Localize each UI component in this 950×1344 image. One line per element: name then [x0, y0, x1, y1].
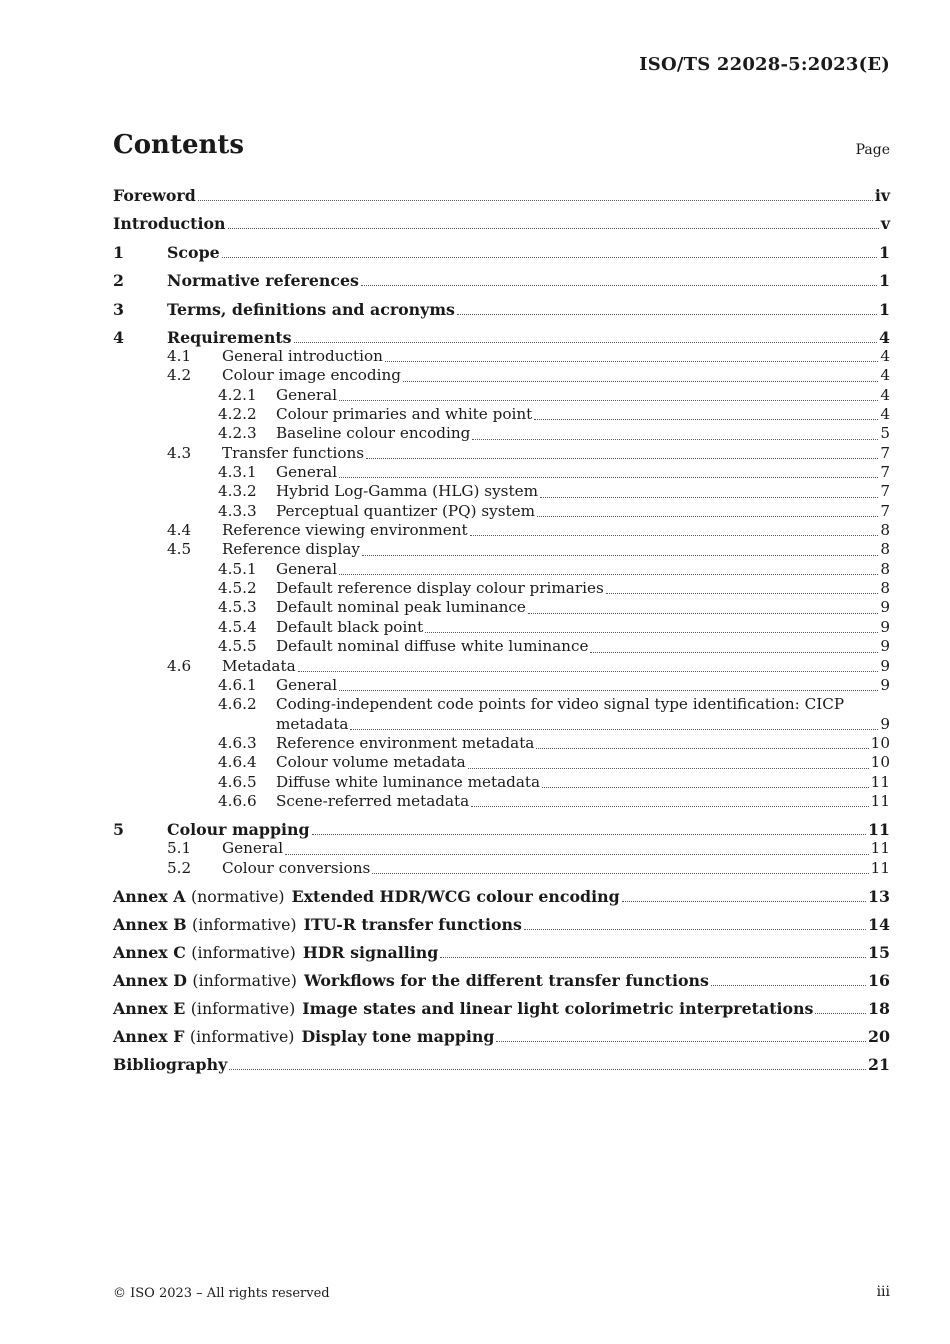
toc-page: 4 — [880, 347, 890, 365]
document-id: ISO/TS 22028-5:2023(E) — [639, 54, 890, 75]
toc-title: Metadata — [222, 656, 296, 675]
toc-title: ITU-R transfer functions — [303, 914, 522, 934]
toc-title: HDR signalling — [302, 942, 439, 962]
toc-title: Coding-independent code points for video signal type identification: CICP — [276, 695, 845, 714]
toc-title: Default nominal diffuse white luminance — [276, 637, 589, 656]
toc-page: 15 — [868, 942, 890, 962]
dot-leader — [524, 929, 866, 930]
dot-leader — [590, 652, 878, 653]
toc-number: 4.2.3 — [218, 424, 257, 443]
table-of-contents — [113, 184, 890, 1074]
dot-leader — [470, 535, 879, 536]
toc-page: 7 — [880, 463, 890, 482]
toc-page: 11 — [870, 858, 890, 877]
toc-entry-4-4[interactable] — [113, 521, 890, 540]
dot-leader — [540, 497, 878, 498]
toc-page: 4 — [879, 328, 890, 347]
toc-title: General — [276, 675, 338, 694]
toc-page: 11 — [870, 772, 890, 791]
copyright-notice: © ISO 2023 – All rights reserved — [113, 1286, 330, 1301]
annex-label: Annex E — [113, 998, 186, 1018]
toc-entry-4-6-5[interactable] — [113, 773, 890, 792]
annex-label: Annex C — [113, 942, 186, 962]
toc-title: Baseline colour encoding — [276, 424, 471, 443]
toc-entry-4-3[interactable] — [113, 444, 890, 463]
dot-leader — [468, 768, 869, 769]
toc-page: 8 — [880, 579, 890, 598]
toc-page: 11 — [870, 839, 890, 858]
toc-page: v — [880, 214, 890, 233]
toc-number: 4.5.2 — [218, 579, 257, 598]
dot-leader — [350, 729, 878, 730]
toc-page: 7 — [880, 482, 890, 501]
toc-page: 7 — [880, 501, 890, 520]
toc-number: 4.3 — [167, 443, 192, 462]
toc-page: 9 — [880, 637, 890, 656]
toc-number: 4.2 — [167, 366, 192, 385]
page-column-label: Page — [855, 142, 890, 158]
toc-entry-4-5-2[interactable] — [113, 579, 890, 598]
dot-leader — [198, 200, 873, 201]
toc-title: Introduction — [113, 214, 226, 233]
annex-kind: (informative) — [192, 970, 297, 990]
toc-title: Reference viewing environment — [222, 521, 468, 540]
dot-leader — [440, 957, 866, 958]
toc-entry-annex-c[interactable] — [113, 943, 890, 962]
toc-title: Terms, definitions and acronyms — [167, 300, 455, 319]
dot-leader — [339, 690, 878, 691]
dot-leader — [339, 477, 878, 478]
dot-leader — [536, 748, 868, 749]
toc-number: 4.3.1 — [218, 463, 257, 482]
toc-entry-4-6-3[interactable] — [113, 734, 890, 753]
dot-leader — [366, 458, 878, 459]
toc-number: 4.6.1 — [218, 675, 257, 694]
toc-entry-annex-e[interactable] — [113, 999, 890, 1018]
dot-leader — [606, 593, 879, 594]
toc-number: 4.6.2 — [218, 695, 257, 714]
toc-title: Colour image encoding — [222, 366, 401, 385]
toc-title: Colour conversions — [222, 858, 371, 877]
toc-entry-4-3-2[interactable] — [113, 482, 890, 501]
toc-number: 2 — [113, 271, 124, 290]
toc-page: 9 — [880, 714, 890, 733]
toc-page: 9 — [880, 656, 890, 675]
dot-leader — [534, 419, 878, 420]
toc-entry-annex-b[interactable] — [113, 915, 890, 934]
toc-entry-5-2[interactable] — [113, 859, 890, 878]
toc-entry-4-2-3[interactable] — [113, 424, 890, 443]
toc-title: Reference environment metadata — [276, 733, 535, 752]
toc-page: 1 — [879, 300, 890, 319]
toc-number: 4.2.2 — [218, 405, 257, 424]
toc-title: General — [276, 559, 338, 578]
toc-entry-4-3-1[interactable] — [113, 463, 890, 482]
toc-page: 21 — [868, 1054, 890, 1074]
dot-leader — [815, 1013, 866, 1014]
toc-entry-4-3-3[interactable] — [113, 502, 890, 521]
toc-title: General — [276, 463, 338, 482]
toc-entry-4-5-1[interactable] — [113, 560, 890, 579]
toc-number: 4.6 — [167, 656, 192, 675]
toc-entry-4-5-3[interactable] — [113, 598, 890, 617]
dot-leader — [496, 1041, 866, 1042]
toc-page: 4 — [880, 366, 890, 385]
dot-leader — [472, 439, 878, 440]
dot-leader — [471, 806, 868, 807]
dot-leader — [385, 361, 878, 362]
toc-title: Display tone mapping — [301, 1026, 495, 1046]
toc-entry-4-6[interactable] — [113, 657, 890, 676]
toc-number: 1 — [113, 243, 124, 262]
toc-page: 9 — [880, 617, 890, 636]
toc-title: Bibliography — [113, 1054, 228, 1074]
toc-page: 20 — [868, 1026, 890, 1046]
annex-kind: (informative) — [191, 942, 296, 962]
toc-page: 8 — [880, 559, 890, 578]
toc-number: 4 — [113, 328, 124, 347]
dot-leader — [229, 1069, 866, 1070]
toc-page: 4 — [880, 385, 890, 404]
toc-title: Colour primaries and white point — [276, 405, 533, 424]
toc-entry-4-6-2[interactable] — [113, 695, 890, 714]
annex-kind: (informative) — [189, 1026, 295, 1046]
dot-leader — [228, 228, 879, 229]
dot-leader — [457, 314, 877, 315]
toc-number: 4.3.2 — [218, 482, 257, 501]
toc-number: 4.5 — [167, 540, 192, 559]
toc-entry-4-5-4[interactable] — [113, 618, 890, 637]
annex-label: Annex F — [113, 1026, 185, 1046]
annex-kind: (informative) — [192, 914, 297, 934]
annex-label: Annex D — [113, 970, 187, 990]
dot-leader — [312, 834, 866, 835]
dot-leader — [711, 985, 866, 986]
dot-leader — [285, 854, 869, 855]
toc-entry-4-6-4[interactable] — [113, 753, 890, 772]
annex-label: Annex B — [113, 914, 187, 934]
toc-number: 5.1 — [167, 839, 192, 858]
toc-number: 4.5.1 — [218, 559, 257, 578]
toc-entry-annex-d[interactable] — [113, 971, 890, 990]
toc-page: 10 — [870, 753, 890, 772]
dot-leader — [622, 901, 866, 902]
dot-leader — [403, 381, 878, 382]
toc-title: Transfer functions — [222, 443, 365, 462]
toc-title: Normative references — [167, 271, 359, 290]
toc-page: 18 — [868, 998, 890, 1018]
toc-entry-4-6-6[interactable] — [113, 792, 890, 811]
toc-number: 4.6.3 — [218, 733, 257, 752]
dot-leader — [361, 285, 877, 286]
toc-page: 11 — [868, 820, 890, 840]
toc-entry-colour-mapping[interactable] — [113, 820, 890, 839]
toc-number: 4.5.3 — [218, 598, 257, 617]
toc-number: 4.5.5 — [218, 637, 257, 656]
toc-title: General — [276, 385, 338, 404]
toc-entry-4-5-5[interactable] — [113, 637, 890, 656]
toc-title: Reference display — [222, 540, 360, 559]
toc-page: 7 — [880, 443, 890, 462]
toc-entry-5-1[interactable] — [113, 839, 890, 858]
toc-page: 9 — [880, 598, 890, 617]
toc-page: 1 — [879, 243, 890, 262]
annex-kind: (informative) — [190, 998, 296, 1018]
contents-heading: Contents — [113, 130, 245, 160]
toc-title: Colour volume metadata — [276, 753, 466, 772]
toc-title: Extended HDR/WCG colour encoding — [291, 886, 620, 906]
toc-page: 5 — [880, 424, 890, 443]
toc-entry-normative-references[interactable] — [113, 271, 890, 290]
toc-number: 4.4 — [167, 521, 192, 540]
toc-page: 8 — [880, 521, 890, 540]
toc-number: 3 — [113, 300, 124, 319]
toc-title: Scope — [167, 243, 220, 262]
toc-page: 10 — [870, 733, 890, 752]
toc-entry-4-6-1[interactable] — [113, 676, 890, 695]
toc-title: Scene-referred metadata — [276, 791, 470, 810]
dot-leader — [537, 516, 878, 517]
toc-entry-4-1[interactable] — [113, 347, 890, 366]
dot-leader — [362, 555, 878, 556]
toc-title: Default nominal peak luminance — [276, 598, 526, 617]
toc-title: Workflows for the different transfer functions — [303, 970, 709, 990]
dot-leader — [339, 400, 878, 401]
toc-title: Default black point — [276, 617, 424, 636]
dot-leader — [294, 342, 877, 343]
toc-title: General introduction — [222, 347, 383, 365]
toc-title: Foreword — [113, 186, 196, 205]
toc-entry-terms[interactable] — [113, 300, 890, 319]
toc-title: Diffuse white luminance metadata — [276, 772, 541, 791]
toc-entry-4-5[interactable] — [113, 540, 890, 559]
toc-entry-4-2[interactable] — [113, 366, 890, 385]
toc-entry-4-6-2-continuation[interactable] — [113, 715, 890, 734]
toc-page: 11 — [870, 791, 890, 810]
toc-number: 5.2 — [167, 858, 192, 877]
annex-label: Annex A — [113, 886, 186, 906]
toc-page: 9 — [880, 675, 890, 694]
toc-page: iv — [874, 186, 890, 205]
toc-page: 14 — [868, 914, 890, 934]
dot-leader — [222, 257, 877, 258]
dot-leader — [298, 671, 879, 672]
toc-number: 4.3.3 — [218, 501, 257, 520]
toc-entry-requirements[interactable] — [113, 328, 890, 347]
dot-leader — [542, 787, 869, 788]
dot-leader — [425, 632, 878, 633]
dot-leader — [528, 613, 878, 614]
dot-leader — [339, 574, 878, 575]
toc-entry-foreword[interactable] — [113, 186, 890, 205]
toc-number: 4.6.6 — [218, 791, 257, 810]
toc-number: 5 — [113, 820, 124, 840]
toc-title: metadata — [276, 714, 349, 733]
toc-entry-annex-f[interactable] — [113, 1027, 890, 1046]
toc-number: 4.5.4 — [218, 617, 257, 636]
toc-title: General — [222, 839, 284, 858]
toc-entry-scope[interactable] — [113, 243, 890, 262]
toc-page: 8 — [880, 540, 890, 559]
toc-number: 4.1 — [167, 347, 192, 365]
toc-title: Colour mapping — [167, 820, 310, 840]
toc-entry-4-2-2[interactable] — [113, 405, 890, 424]
toc-number: 4.6.4 — [218, 753, 257, 772]
toc-title: Requirements — [167, 328, 292, 347]
toc-title: Perceptual quantizer (PQ) system — [276, 501, 536, 520]
toc-page: 13 — [868, 886, 890, 906]
page-number: iii — [876, 1284, 890, 1300]
toc-title: Image states and linear light colorimetric interpretations — [302, 998, 814, 1018]
toc-number: 4.2.1 — [218, 385, 257, 404]
toc-page: 16 — [868, 970, 890, 990]
toc-title: Default reference display colour primaries — [276, 579, 604, 598]
toc-page: 1 — [879, 271, 890, 290]
toc-number: 4.6.5 — [218, 772, 257, 791]
toc-entry-annex-a[interactable] — [113, 887, 890, 906]
toc-page: 4 — [880, 405, 890, 424]
toc-entry-4-2-1[interactable] — [113, 386, 890, 405]
annex-kind: (normative) — [190, 886, 285, 906]
toc-entry-bibliography[interactable] — [113, 1055, 890, 1074]
toc-title: Hybrid Log-Gamma (HLG) system — [276, 482, 538, 501]
dot-leader — [372, 873, 868, 874]
toc-entry-introduction[interactable] — [113, 214, 890, 233]
